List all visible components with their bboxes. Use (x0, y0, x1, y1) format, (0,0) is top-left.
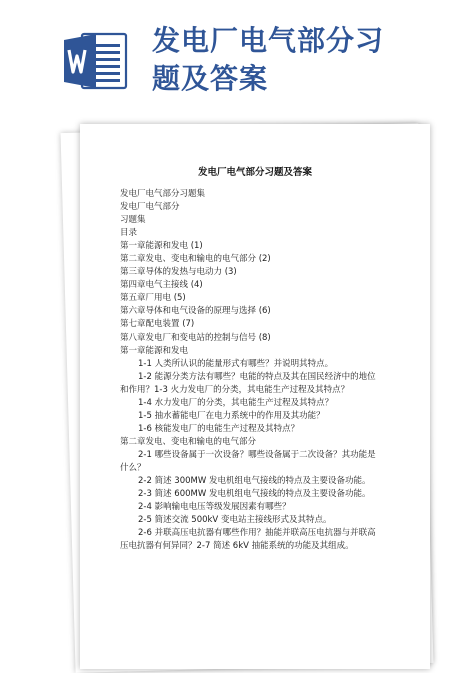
document-line: 1-5 抽水蓄能电厂在电力系统中的作用及其功能？ (138, 410, 325, 421)
document-line: 2-4 影响输电电压等级发展因素有哪些？ (138, 502, 291, 513)
document-line: 2-3 简述 600MW 发电机组电气接线的特点及主要设备功能。 (138, 489, 371, 500)
document-line: 第八章发电厂和变电站的控制与信号 (8) (120, 332, 271, 343)
document-line: 第六章导体和电气设备的原理与选择 (6) (120, 306, 271, 317)
document-line: 什么？ (120, 462, 146, 473)
document-line: 第二章发电、变电和输电的电气部分 (2) (120, 254, 271, 265)
document-line: 1-1 人类所认识的能量形式有哪些？并说明其特点。 (138, 358, 334, 369)
document-line: 和作用？1-3 火力发电厂的分类，其电能生产过程及其特点？ (120, 384, 350, 395)
document-line: 1-4 水力发电厂的分类，其电能生产过程及其特点？ (138, 397, 334, 408)
document-line: 2-5 简述交流 500kV 变电站主接线形式及其特点。 (138, 515, 332, 526)
document-body (120, 188, 398, 553)
header (0, 0, 474, 118)
document-line: 发电厂电气部分习题集 (120, 189, 206, 199)
document-line: 2-6 并联高压电抗器有哪些作用？抽能并联高压电抗器与并联高 (138, 528, 376, 539)
document-line: 2-2 简述 300MW 发电机组电气接线的特点及主要设备功能。 (138, 476, 371, 487)
document-line: 第七章配电装置 (7) (120, 319, 195, 330)
document-line: 目录 (120, 228, 138, 239)
word-document-icon (62, 30, 130, 92)
document-line: 发电厂电气部分 (120, 202, 180, 213)
document-line: 习题集 (120, 215, 146, 226)
page-heading: 发电厂电气部分习题及答案 (197, 167, 312, 178)
document-line: 第五章厂用电 (5) (120, 293, 186, 304)
document-line: 第四章电气主接线 (4) (120, 280, 203, 291)
document-line: 压电抗器有何异同？2-7 简述 6kV 抽能系统的功能及其组成。 (120, 541, 354, 552)
document-line: 第一章能源和发电 (120, 345, 189, 356)
document-page (80, 124, 430, 669)
document-title-line-1: 发电厂电气部分习 (152, 24, 385, 57)
document-title (152, 22, 452, 98)
document-line: 第三章导体的发热与电动力 (3) (120, 267, 237, 278)
document-line: 1-6 核能发电厂的电能生产过程及其特点？ (138, 423, 300, 434)
document-line: 2-1 哪些设备属于一次设备？哪些设备属于二次设备？其功能是 (138, 449, 376, 460)
document-title-line-2: 题及答案 (152, 62, 269, 95)
document-line: 1-2 能源分类方法有哪些？电能的特点及其在国民经济中的地位 (138, 371, 376, 382)
document-line: 第二章发电、变电和输电的电气部分 (120, 436, 257, 447)
document-line: 第一章能源和发电 (1) (120, 241, 203, 252)
